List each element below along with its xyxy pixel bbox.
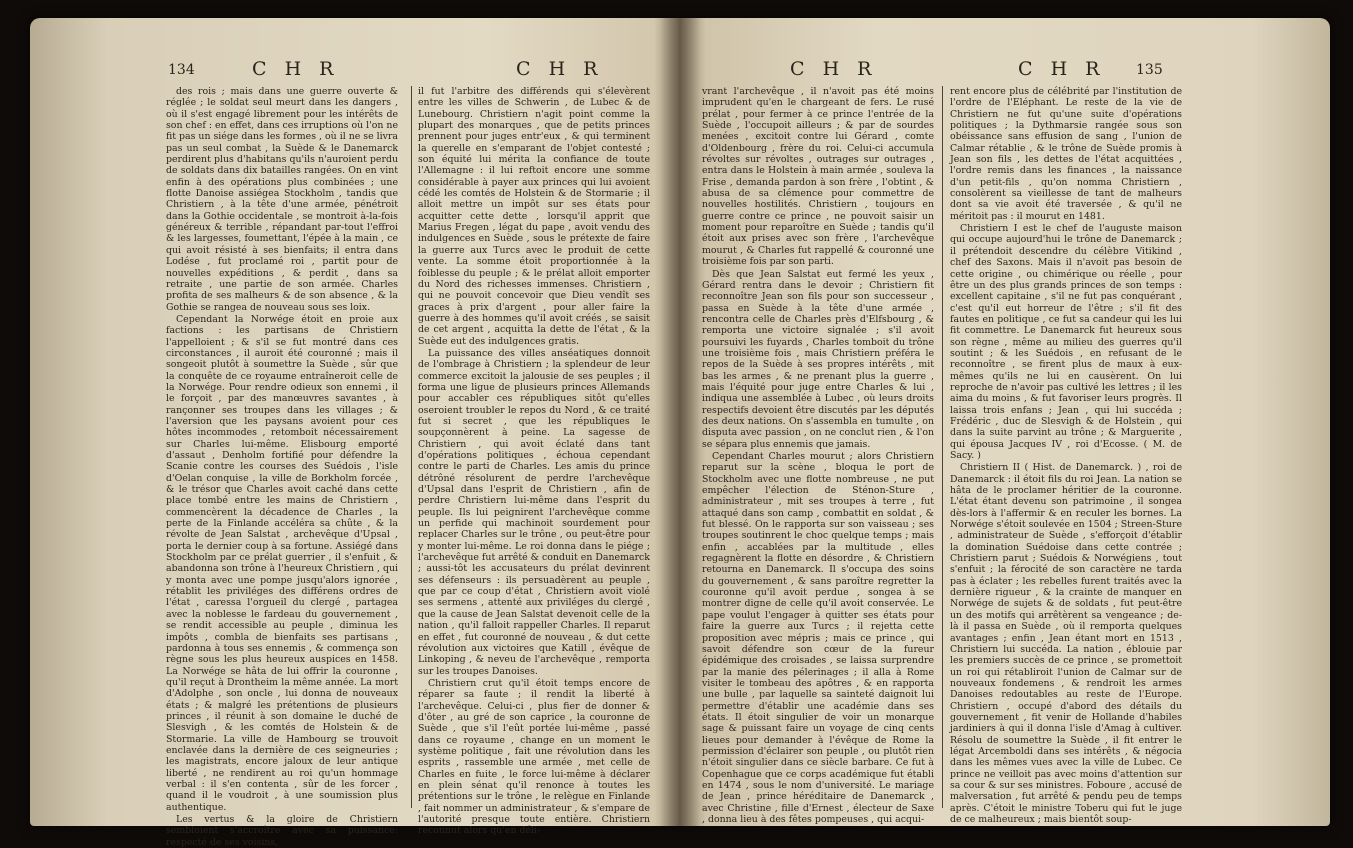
page-number: 135 [1136, 62, 1163, 78]
right-page [680, 18, 1330, 826]
book-spread [30, 18, 1330, 848]
column-rule [411, 86, 412, 808]
running-head: C H R [1018, 58, 1106, 80]
page-number: 134 [168, 62, 195, 78]
column-rule [942, 86, 943, 808]
paragraph: La puissance des villes anséatiques donnoit de l'ombrage à Christiern ; la splendeur de leur commerce excitoit la jalousie de ses peuples ; il forma une ligue de plusieurs princes Allemands pour accabler ces républiques sitôt qu'elles oseroient troubler le repos du Nord , & ce traité fut si secret , que les républiques le soupçonnèrent à peine. La sagesse de Christiern , qui avoit éclaté dans tant d'opérations politiques , échoua cependant contre le parti de Charles. Les amis du prince détrôné résolurent de perdre l'archevêque d'Upsal dans l'esprit de Christiern , afin de perdre Christiern lui-même dans l'esprit du peuple. Ils lui peignirent l'archevêque comme un perfide qui machinoit sourdement pour replacer Charles sur le trône , ou peut-être pour y monter lui-même. Le roi donna dans le piége ; l'archevêque fut arrêté & conduit en Danemarck ; aussi-tôt les accusateurs du prélat devinrent ses défenseurs : ils persuadèrent au peuple , que par ce coup d'état , Christiern avoit violé ses sermens , attenté aux priviléges du clergé , que la cause de Jean Salstat devenoit celle de la nation , qu'il falloit rappeller Charles. Il reparut en effet , fut couronné de nouveau , & dut cette révolution aux victoires que Katill , évêque de Linkoping , & neveu de l'archevêque , remporta sur les troupes Danoises. [418, 347, 650, 677]
text-column-2 [418, 86, 650, 837]
paragraph: vrant l'archevêque , il n'avoit pas été moins imprudent qu'en le chargeant de fers. Le rusé prélat , pour fermer à ce prince l'entrée de la Suède , l'occupoit ailleurs ; & par de sourdes menées , excitoit contre lui Gérard , comte d'Oldenbourg , frère du roi. Celui-ci accumula révoltes sur révoltes , outrages sur outrages , entra dans le Holstein à main armée , souleva la Frise , demanda pardon à son frère , l'obtint , & abusa de sa clémence pour commettre de nouvelles hostilités. Christiern , toujours en guerre contre ce prince , ne pouvoit saisir un moment pour reparoître en Suède ; tandis qu'il étoit aux prises avec son frère , l'archevêque mourut , & Charles fut rappellé & couronné une troisième fois par son parti. [702, 86, 934, 268]
paragraph: Dès que Jean Salstat eut fermé les yeux , Gérard rentra dans le devoir ; Christiern fit reconnoître Jean son fils pour son successeur , passa en Suède à la tête d'une armée , rencontra celle de Charles près d'Elfsbourg , & remporta une victoire signalée ; s'il avoit poursuivi les fuyards , Charles tomboit du trône une troisième fois , mais Christiern préféra le repos de la Suède à ses propres intérêts , mit bas les armes , & ne prenant plus la guerre , mais l'équité pour juge entre Charles & lui , indiqua une assemblée à Lubec , où leurs droits respectifs devoient être discutés par les députés des deux nations. On s'assembla en tumulte , on disputa avec passion , on ne conclut rien , & l'on se sépara plus ennemis que jamais. [702, 268, 934, 450]
paragraph: Christiern crut qu'il étoit temps encore de réparer sa faute ; il rendit la liberté à l'archevêque. Celui-ci , plus fier de donner & d'ôter , au gré de son caprice , la couronne de Suède , que s'il l'eût portée lui-même , passé dans ce royaume , change en un moment le système politique , fait une révolution dans les esprits , rassemble une armée , met celle de Charles en fuite , le force lui-même à déclarer en plein sénat qu'il renonce à toutes les prétentions sur le trône , le relègue en Finlande , fait nommer un administrateur , & s'empare de l'autorité presque toute entière. Christiern reconnut alors qu'en déli- [418, 677, 650, 837]
paragraph: Christiern II ( Hist. de Danemarck. ) , roi de Danemarck : il étoit fils du roi Jean. La nation se hâta de le proclamer héritier de la couronne. L'état étant devenu son patrimoine , il songea dès-lors à l'affermir & en reculer les bornes. La Norwége s'étoit soulevée en 1504 ; Streen-Sture , administrateur de Suède , s'efforçoit d'établir la domination Suédoise dans cette contrée ; Christiern parut ; Suédois & Norwégiens , tout s'enfuit ; la férocité de son caractère ne tarda pas à éclater ; les rebelles furent traités avec la dernière rigueur , & la crainte de manquer en Norwége de sujets & de soldats , fut peut-être un des motifs qui arrêtèrent sa vengeance ; de-là il passa en Suède , où il remporta quelques avantages ; enfin , Jean étant mort en 1513 , Christiern lui succéda. La nation , éblouie par les premiers succès de ce prince , se promettoit un roi qui rétabliroit l'union de Calmar sur de nouveaux fondemens , & rendroit les armes Danoises redoutables au reste de l'Europe. Christiern , occupé d'abord des détails du gouvernement , fit venir de Hollande d'habiles jardiniers à qui il donna l'isle d'Amag à cultiver. Résolu de soumettre la Suède , il fit entrer le légat Arcemboldi dans ses intérêts , & négocia dans les mêmes vues avec la ville de Lubec. Ce prince ne veilloit pas avec moins d'attention sur sa cour & sur ses ministres. Foboure , accusé de malversation , fut arrêté & pendu peu de temps après. C'étoit le ministre Toberu qui fut le juge de ce malheureux ; mais bientôt soup- [950, 462, 1182, 825]
paragraph: Cependant Charles mourut ; alors Christiern reparut sur la scène , bloqua le port de Stockholm avec une flotte nombreuse , ne put empêcher l'élection de Sténon-Sture , administrateur , mit ses troupes à terre , fut attaqué dans son camp , combattit en soldat , & fut blessé. On le rapporta sur son vaisseau ; ses troupes soutinrent le choc quelque temps ; mais enfin , accablées par la multitude , elles regagnèrent la flotte en désordre , & Christiern retourna en Danemarck. Il s'occupa des soins du gouvernement , & sans paroître regretter la couronne qu'il avoit perdue , songea à se montrer digne de celle qu'il avoit conservée. Le pape voulut l'engager à quitter ses états pour faire la guerre aux Turcs ; il rejetta cette proposition avec mépris ; mais ce prince , qui savoit défendre son cœur de la fureur épidémique des croisades , se laissa surprendre par la manie des pélerinages ; il alla à Rome visiter le tombeau des apôtres , & en rapporta une bulle , par laquelle sa sainteté daignoit lui permettre d'établir une académie dans ses états. Il étoit singulier de voir un monarque sage & puissant faire un voyage de cinq cents lieues pour demander à l'évêque de Rome la permission d'éclairer son peuple , ou plutôt rien n'étoit singulier dans ce siècle barbare. Ce fut à Copenhague que ce corps académique fut établi en 1474 , sous le nom d'université. Le mariage de Jean , prince héréditaire de Danemarck , avec Christine , fille d'Ernest , électeur de Saxe , donna lieu à des fêtes pompeuses , qui acqui- [702, 451, 934, 825]
paragraph: Christiern I est le chef de l'auguste maison qui occupe aujourd'hui le trône de Danemarck ; il prétendoit descendre du célèbre Vitikind , chef des Saxons. Mais il n'avoit pas besoin de cette origine , ou chimérique ou réelle , pour être un des plus grands princes de son temps : excellent capitaine , s'il ne fut pas conquérant , c'est qu'il eut horreur de l'être ; s'il fit des fautes en politique , ce fut sa candeur qui les lui fit commettre. Le Danemarck fut heureux sous son règne , même au milieu des guerres qu'il soutint ; & les Suédois , en refusant de le reconnoître , se firent plus de maux à eux-mêmes qu'ils ne lui en causèrent. On lui reproche de n'avoir pas cultivé les lettres ; il les aima du moins , & fut favoriser leurs progrès. Il laissa trois enfans ; Jean , qui lui succéda ; Frédéric , duc de Slesvigh & de Holstein , qui dans la suite parvint au trône ; & Marguerite , qui épousa Jacques IV , roi d'Ecosse. ( M. de Sacy. ) [950, 223, 1182, 461]
left-page-header [30, 58, 680, 88]
text-column-2 [950, 86, 1182, 825]
book-gutter [660, 18, 700, 826]
left-page [30, 18, 680, 848]
paragraph: il fut l'arbitre des différends qui s'élevèrent entre les villes de Schwerin , de Lubec & de Lunebourg. Christiern n'agit point comme la plupart des monarques , que de petits princes prennent pour juges entr'eux , & qui terminent la querelle en s'emparant de l'objet contesté ; son équité lui mérita la confiance de toute l'Allemagne : il lui reftoit encore une somme considérable à payer aux princes qui lui avoient cédé les comtés de Holstein & de Stormarie ; il alloit mettre un impôt sur ses états pour acquitter cette dette , lorsqu'il apprit que Marius Fregen , légat du pape , avoit vendu des indulgences en Suède , sous le prétexte de faire la guerre aux Turcs avec le produit de cette vente. La somme étoit proportionnée à la foiblesse du peuple ; & le prélat alloit emporter du Nord des richesses immenses. Christiern , qui ne pouvoit concevoir que Dieu vendît ses graces à prix d'argent , pour aller faire la guerre à des hommes qu'il avoit créés , se saisit de cet argent , acquitta la dette de l'état , & la Suède eut des indulgences gratis. [418, 86, 650, 347]
right-page-header [680, 58, 1330, 88]
paragraph: Cependant la Norwége étoit en proie aux factions : les partisans de Christiern l'appelloient ; & s'il se fut montré dans ces circonstances , il auroit été couronné ; mais il songeoit plutôt à soumettre la Suède , sûr que la conquête de ce royaume entraîneroit celle de la Norwége. Pour rendre odieux son ennemi , il le forçoit , par des manœuvres savantes , à rançonner ses troupes dans les villages ; & l'aversion que les paysans avoient pour ces hôtes incommodes , retomboit nécessairement sur Charles lui-même. Elisbourg emporté d'assaut , Denholm fortifié pour défendre la Scanie contre les courses des Suédois , l'isle d'Oelan conquise , la ville de Borkholm forcée , & le trésor que Charles avoit caché dans cette place tombé entre les mains de Christiern , commencèrent la décadence de Charles , la perte de la Finlande accéléra sa chûte , & la révolte de Jean Salstat , archevêque d'Upsal , porta le dernier coup à sa fortune. Assiégé dans Stockholm par ce prélat guerrier , il s'enfuit , & abandonna son trône à l'heureux Christiern , qui y monta avec une pompe jusqu'alors ignorée , rétablit les priviléges des différens ordres de l'état , caressa l'orgueil du clergé , partagea avec la noblesse le fardeau du gouvernement , se rendit accessible au peuple , diminua les impôts , combla de bienfaits ses partisans , pardonna à tous ses ennemis , & commença son règne sous les plus heureux auspices en 1458. La Norwége se hâta de lui offrir la couronne , qu'il reçut à Drontheim la même année. La mort d'Adolphe , son oncle , lui donna de nouveaux états ; & malgré les prétentions de plusieurs princes , il réunit à son domaine le duché de Slesvigh , & les comtés de Holstein & de Stormarie. La ville de Hambourg se trouvoit enclavée dans la dernière de ces seigneuries ; les magistrats, encore jaloux de leur antique liberté , ne rendirent au roi qu'un hommage verbal : il s'en contenta , sûr de les forcer , quand il le voudroit , à une soumission plus authentique. [166, 313, 398, 813]
text-column-1 [702, 86, 934, 825]
running-head: C H R [516, 58, 604, 80]
running-head: C H R [252, 58, 340, 80]
paragraph: Les vertus & la gloire de Christiern sembloient s'accroître avec sa puissance: respecté de ses voisins, [166, 814, 398, 848]
paragraph: rent encore plus de célébrité par l'institution de l'ordre de l'Eléphant. Le reste de la vie de Christiern ne fut qu'une suite d'opérations politiques ; la Dythmarsie rangée sous son obéissance sans effusion de sang , l'union de Calmar rétablie , & le trône de Suède promis à Jean son fils , les dettes de l'état acquittées , l'ordre remis dans les finances , la naissance d'un petit-fils , qu'on nomma Christiern , consolèrent sa vieillesse de tant de malheurs dont sa vie avoit été traversée , & qu'il ne méritoit pas : il mourut en 1481. [950, 86, 1182, 222]
paragraph: des rois ; mais dans une guerre ouverte & réglée ; le soldat seul meurt dans les dangers , où il s'est engagé librement pour les intérêts de son chef : en effet, dans ces irruptions où l'on ne fit pas un siége dans les formes , où il ne se livra pas un seul combat , la Suède & le Danemarck perdirent plus d'habitans qu'ils n'auroient perdu de soldats dans dix batailles rangées. On en vint enfin à des opérations plus combinées ; une flotte Danoise assiégea Stockholm , tandis que Christiern , à la tête d'une armée, pénétroit dans la Gothie occidentale , se montroit à-la-fois généreux & terrible , répandant par-tout l'effroi & les largesses, foumettant, l'épée à la main , ce qui avoit résisté à ses bienfaits; il entra dans Lodése , fut proclamé roi , partit pour de nouvelles expéditions , & perdit , dans sa retraite , une partie de son armée. Charles profita de ses malheurs & de son absence , & la Gothie se rangea de nouveau sous ses loix. [166, 86, 398, 313]
running-head: C H R [790, 58, 878, 80]
text-column-1 [166, 86, 398, 848]
